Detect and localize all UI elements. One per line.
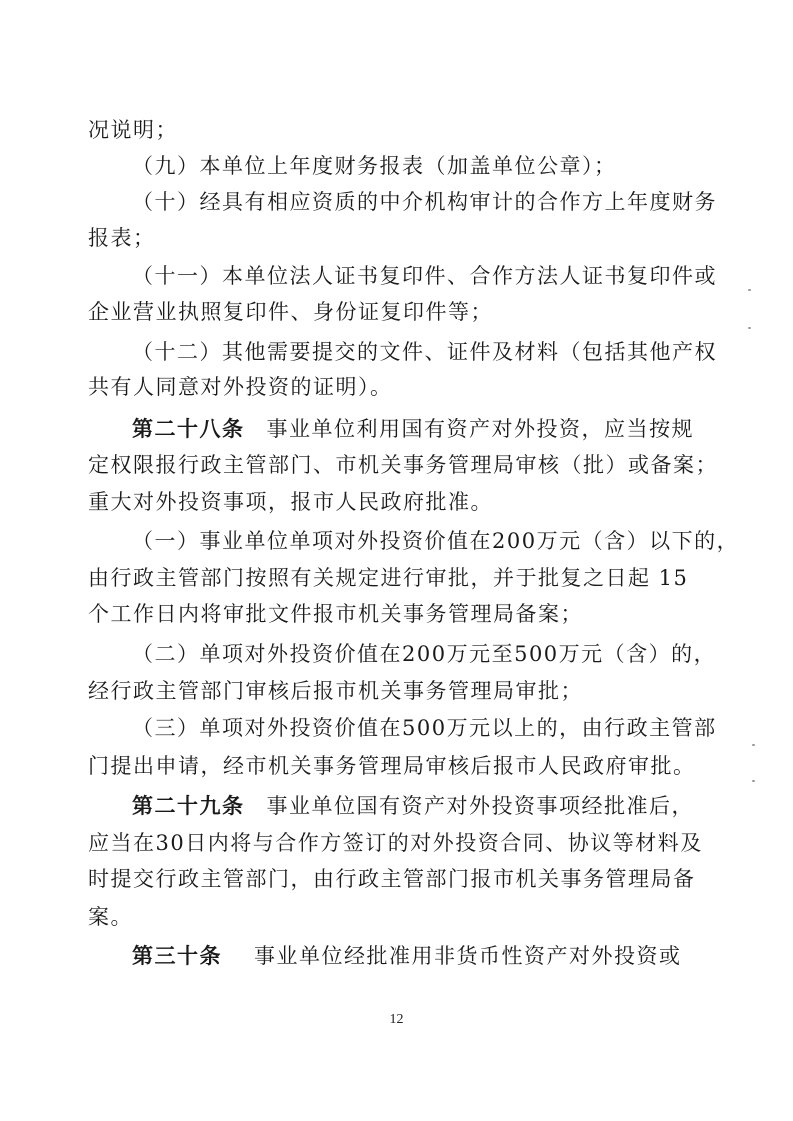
- list-item-1: （一）事业单位单项对外投资价值在200万元（含）以下的，: [132, 529, 740, 553]
- article-28-first-line: [132, 416, 708, 442]
- scan-speck: [752, 744, 755, 746]
- list-item-9: （九）本单位上年度财务报表（加盖单位公章）；: [132, 154, 617, 178]
- text-line: 企业营业执照复印件、身份证复印件等；: [88, 300, 493, 324]
- article-30-heading: 第三十条: [132, 943, 222, 968]
- text-line: 重大对外投资事项，报市人民政府批准。: [88, 490, 493, 514]
- list-item-10: （十）经具有相应资质的中介机构审计的合作方上年度财务: [132, 190, 717, 214]
- scan-speck: [748, 289, 751, 291]
- article-29-first-line: [132, 793, 708, 819]
- text-line: 共有人同意对外投资的证明）。: [88, 375, 393, 399]
- text-line: 由行政主管部门按照有关规定进行审批，并于批复之日起 15: [88, 566, 689, 590]
- text-line: 个工作日内将审批文件报市机关事务管理局备案；: [88, 602, 583, 626]
- page-number: 12: [389, 1012, 404, 1027]
- list-item-2: （二）单项对外投资价值在200万元至500万元（含）的，: [132, 642, 717, 666]
- text-line: 案。: [88, 905, 133, 929]
- scan-speck: [748, 327, 751, 329]
- article-30-text: 事业单位经批准用非货币性资产对外投资或: [254, 944, 682, 968]
- article-28-heading: 第二十八条: [132, 416, 245, 441]
- list-item-11: （十一）本单位法人证书复印件、合作方法人证书复印件或: [132, 264, 717, 288]
- article-28-text: 事业单位利用国有资产对外投资，应当按规: [266, 417, 694, 441]
- text-line: 应当在30日内将与合作方签订的对外投资合同、协议等材料及: [88, 831, 703, 855]
- article-29-text: 事业单位国有资产对外投资事项经批准后，: [266, 794, 694, 818]
- text-line: 时提交行政主管部门，由行政主管部门报市机关事务管理局备: [88, 867, 696, 891]
- text-line: 定权限报行政主管部门、市机关事务管理局审核（批）或备案；: [88, 453, 718, 477]
- list-item-12: （十二）其他需要提交的文件、证件及材料（包括其他产权: [132, 340, 717, 364]
- article-30-first-line: [132, 943, 708, 969]
- article-29-heading: 第二十九条: [132, 793, 245, 818]
- text-line: 门提出申请，经市机关事务管理局审核后报市人民政府审批。: [88, 754, 696, 778]
- list-item-3: （三）单项对外投资价值在500万元以上的，由行政主管部: [132, 716, 717, 740]
- text-line: 经行政主管部门审核后报市机关事务管理局审批；: [88, 679, 583, 703]
- text-line: 况说明；: [88, 118, 178, 142]
- text-line: 报表；: [88, 226, 156, 250]
- scan-speck: [752, 780, 755, 782]
